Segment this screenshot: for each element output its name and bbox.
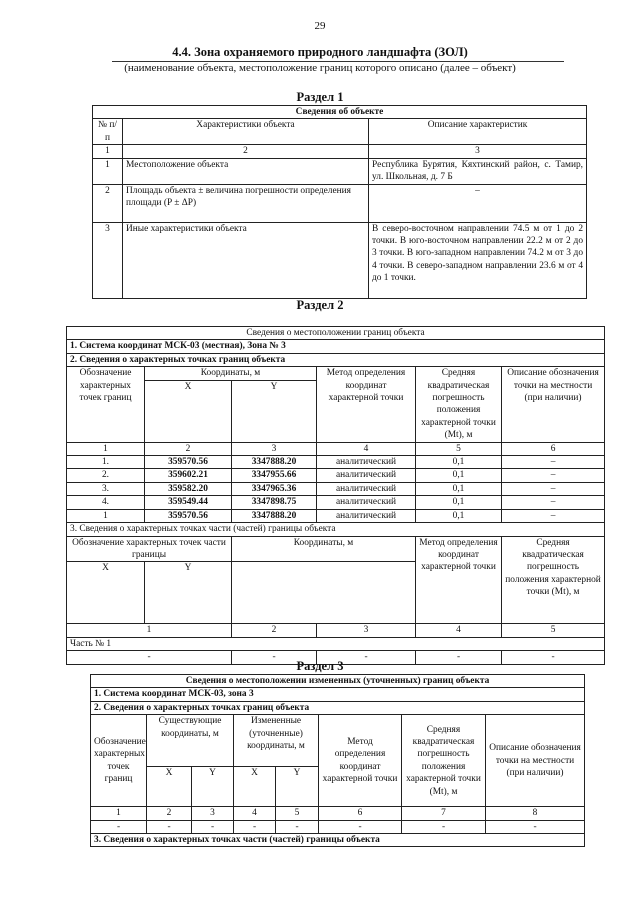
header-part-point-id: Обозначение характерных точек части границы [67, 536, 232, 562]
section-2-caption: Сведения о местоположении границ объекта [67, 327, 605, 340]
characteristic-name: Иные характеристики объекта [123, 222, 369, 298]
empty-cell: - [192, 820, 234, 833]
col-number: 4 [416, 624, 502, 637]
col-number: 5 [276, 807, 319, 820]
table-row [67, 469, 605, 482]
col-number: 7 [402, 807, 486, 820]
point-y: 3347888.20 [232, 509, 317, 522]
section-3-heading: Раздел 3 [296, 659, 344, 673]
point-error: 0,1 [416, 456, 502, 469]
section-3-caption: Сведения о местоположении измененных (уточненных) границ объекта [91, 675, 585, 688]
header-method: Метод определения координат характерной точки [317, 367, 416, 442]
characteristic-name: Местоположение объекта [123, 158, 369, 184]
header-method: Метод определения координат характерной точки [319, 715, 402, 807]
point-method: аналитический [317, 469, 416, 482]
point-y: 3347955.66 [232, 469, 317, 482]
section-1-caption: Сведения об объекте [93, 106, 587, 119]
empty-cell: - [402, 820, 486, 833]
part-label: Часть № 1 [67, 637, 605, 650]
boundary-points-table [66, 326, 605, 665]
section-1-heading: Раздел 1 [296, 90, 344, 104]
col-number: 8 [486, 807, 585, 820]
col-number: 4 [234, 807, 276, 820]
header-point-id: Обозначение характерных точек границ [67, 367, 145, 442]
point-error: 0,1 [416, 469, 502, 482]
header-description: Описание обозначения точки на местности (при наличии) [502, 367, 605, 442]
point-x: 359582.20 [145, 482, 232, 495]
point-error: 0,1 [416, 509, 502, 522]
col-number: 1 [91, 807, 147, 820]
points-subheading: 2. Сведения о характерных точках границ объекта [91, 701, 585, 714]
col-number: 5 [416, 442, 502, 455]
header-point-id: Обозначение характерных точек границ [91, 715, 147, 807]
document-subtitle: (наименование объекта, местоположение границ которого описано (далее – объект) [124, 62, 516, 74]
header-num: № п/п [93, 119, 123, 145]
characteristic-value: – [369, 184, 587, 222]
col-number: 3 [192, 807, 234, 820]
point-id: 1. [67, 456, 145, 469]
point-y: 3347898.75 [232, 496, 317, 509]
table-row [67, 509, 605, 522]
col-number: 2 [123, 145, 369, 158]
col-number: 2 [232, 624, 317, 637]
empty-cell: - [276, 820, 319, 833]
empty-cell: - [234, 820, 276, 833]
characteristic-value: В северо-восточном направлении 74.5 м от 1 до 2 точки. В юго-восточном направлении 22.2 м от 2 до 3 точки. В юго-западном направлении 74.2 м от 3 до 4 точки. В северо-западном направлении 23.6 м от 4 до 1 точки. [369, 222, 587, 298]
col-number: 3 [232, 442, 317, 455]
point-method: аналитический [317, 509, 416, 522]
point-x: 359602.21 [145, 469, 232, 482]
col-number: 6 [502, 442, 605, 455]
header-x: X [67, 562, 145, 624]
empty-cell: - [416, 651, 502, 664]
header-x: X [145, 380, 232, 442]
row-number: 1 [93, 158, 123, 184]
point-method: аналитический [317, 482, 416, 495]
header-existing-coordinates: Существующие координаты, м [147, 715, 234, 767]
coordinate-system: 1. Система координат МСК-03 (местная), Зона № 3 [67, 340, 605, 353]
header-method: Метод определения координат характерной точки [416, 536, 502, 624]
point-x: 359549.44 [145, 496, 232, 509]
col-number: 6 [319, 807, 402, 820]
point-method: аналитический [317, 496, 416, 509]
table-row [67, 456, 605, 469]
col-number: 2 [145, 442, 232, 455]
table-row [67, 482, 605, 495]
point-error: 0,1 [416, 496, 502, 509]
empty-cell: - [317, 651, 416, 664]
header-changed-coordinates: Измененные (уточненные) координаты, м [234, 715, 319, 767]
header-error: Средняя квадратическая погрешность положения характерной точки (Mt), м [402, 715, 486, 807]
col-number: 2 [147, 807, 192, 820]
point-x: 359570.56 [145, 509, 232, 522]
col-number: 3 [369, 145, 587, 158]
header-y: Y [145, 562, 232, 624]
point-id: 2. [67, 469, 145, 482]
points-subheading: 2. Сведения о характерных точках границ объекта [67, 353, 605, 366]
empty-cell: - [232, 651, 317, 664]
document-title: 4.4. Зона охраняемого природного ландшафта (ЗОЛ) [172, 45, 468, 59]
col-number: 1 [93, 145, 123, 158]
point-id: 1 [67, 509, 145, 522]
empty-cell: - [147, 820, 192, 833]
header-x: X [147, 767, 192, 807]
table-row [91, 820, 585, 833]
col-number: 1 [67, 624, 232, 637]
point-id: 3. [67, 482, 145, 495]
header-error: Средняя квадратическая погрешность положения характерной точки (Mt), м [502, 536, 605, 624]
changed-boundary-table [90, 674, 585, 847]
header-error: Средняя квадратическая погрешность положения характерной точки (Mt), м [416, 367, 502, 442]
page-number: 29 [314, 20, 326, 32]
point-description: – [502, 496, 605, 509]
row-number: 3 [93, 222, 123, 298]
row-number: 2 [93, 184, 123, 222]
header-y: Y [276, 767, 319, 807]
header-characteristic: Характеристики объекта [123, 119, 369, 145]
point-error: 0,1 [416, 482, 502, 495]
point-y: 3347888.20 [232, 456, 317, 469]
point-x: 359570.56 [145, 456, 232, 469]
empty-cell: - [67, 651, 232, 664]
col-number: 3 [317, 624, 416, 637]
header-coordinates: Координаты, м [145, 367, 317, 380]
col-number: 5 [502, 624, 605, 637]
header-coordinates: Координаты, м [232, 536, 416, 562]
col-number: 4 [317, 442, 416, 455]
point-method: аналитический [317, 456, 416, 469]
col-number: 1 [67, 442, 145, 455]
point-description: – [502, 482, 605, 495]
empty-cell: - [502, 651, 605, 664]
part-points-subheading: 3. Сведения о характерных точках части (частей) границы объекта [91, 834, 585, 847]
point-description: – [502, 456, 605, 469]
table-row [93, 158, 587, 184]
empty-cell: - [91, 820, 147, 833]
point-description: – [502, 469, 605, 482]
section-2-heading: Раздел 2 [296, 298, 344, 312]
object-info-table [92, 105, 587, 299]
header-x: X [234, 767, 276, 807]
table-row [67, 496, 605, 509]
point-description: – [502, 509, 605, 522]
table-row [93, 222, 587, 298]
characteristic-name: Площадь объекта ± величина погрешности определения площади (P ± ΔP) [123, 184, 369, 222]
table-row [93, 184, 587, 222]
empty-cell: - [486, 820, 585, 833]
point-y: 3347965.36 [232, 482, 317, 495]
empty-cell: - [319, 820, 402, 833]
header-description: Описание характеристик [369, 119, 587, 145]
coordinate-system: 1. Система координат МСК-03, зона 3 [91, 688, 585, 701]
header-y: Y [192, 767, 234, 807]
point-id: 4. [67, 496, 145, 509]
part-points-subheading: 3. Сведения о характерных точках части (частей) границы объекта [67, 523, 605, 536]
header-description: Описание обозначения точки на местности (при наличии) [486, 715, 585, 807]
header-y: Y [232, 380, 317, 442]
characteristic-value: Республика Бурятия, Кяхтинский район, с. Тамир, ул. Школьная, д. 7 Б [369, 158, 587, 184]
